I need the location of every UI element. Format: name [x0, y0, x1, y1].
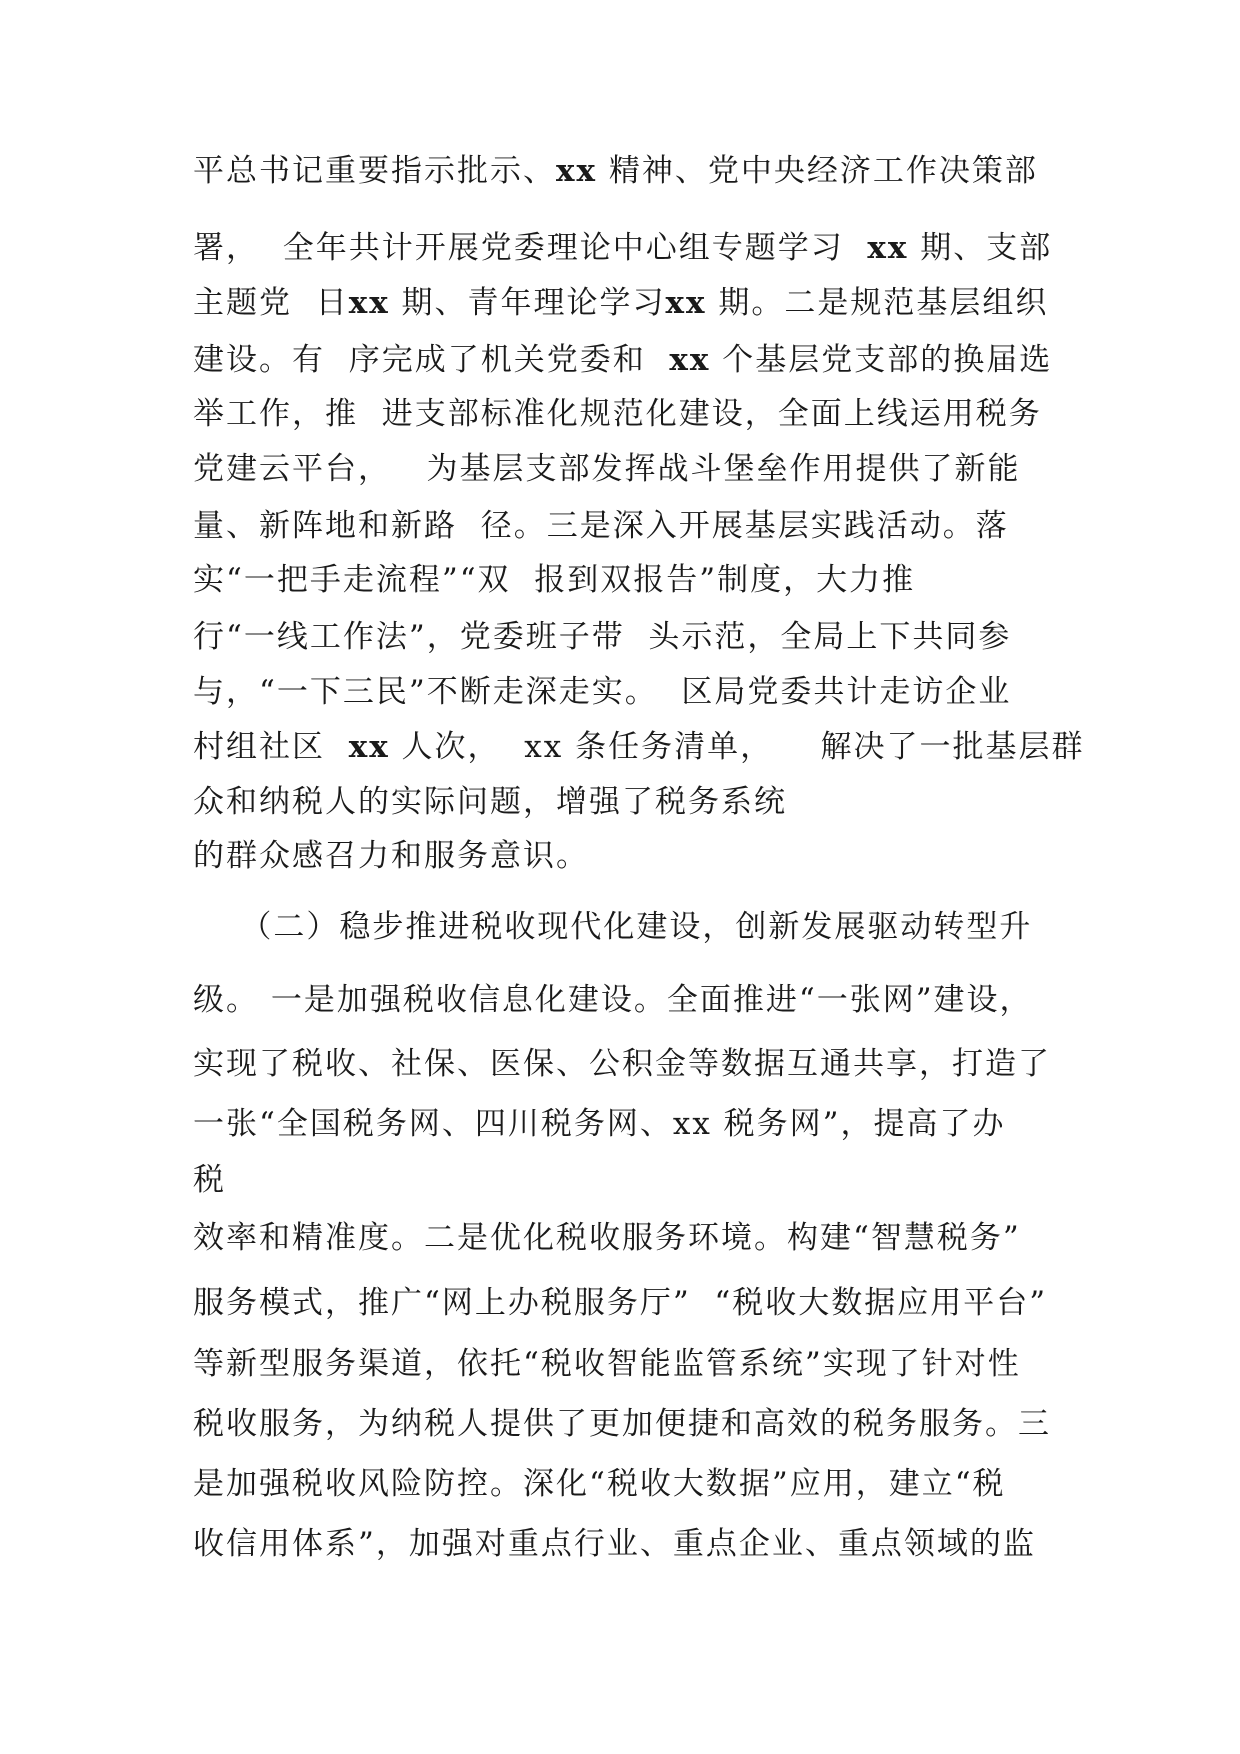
text-run: 收信用体系”，加强对重点行业、重点企业、重点领域的监: [193, 1526, 1036, 1562]
text-run: 税: [193, 1162, 226, 1198]
text-line: [193, 1218, 1021, 1258]
bold-text-run: xx: [348, 729, 390, 765]
text-line: [193, 340, 1052, 380]
text-run: 行“一线工作法”，党委班子带 头示范，全局上下共同参: [193, 619, 1012, 655]
text-run: 个基层党支部的换届选: [710, 342, 1053, 378]
text-line: [193, 907, 1032, 947]
text-run: 量、新阵地和新路 径。三是深入开展基层实践活动。落: [193, 508, 1009, 544]
text-line: [193, 283, 1048, 323]
text-run: 的群众感召力和服务意识。: [193, 838, 589, 874]
text-line: [193, 1283, 1047, 1323]
text-run: 平总书记重要指示批示、: [193, 153, 556, 189]
text-line: [193, 836, 589, 876]
text-run: 等新型服务渠道，依托“税收智能监管系统”实现了针对性: [193, 1346, 1021, 1382]
text-run: 主题党 日: [193, 285, 349, 321]
text-run: 期、青年理论学习: [389, 285, 666, 321]
text-line: [193, 1160, 226, 1200]
text-line: [193, 727, 1084, 767]
text-run: 是加强税收风险防控。深化“税收大数据”应用，建立“税: [193, 1466, 1006, 1502]
text-run: 人次， xx 条任务清单， 解决了一批基层群: [389, 729, 1085, 765]
text-run: 税收服务，为纳税人提供了更加便捷和高效的税务服务。三: [193, 1406, 1051, 1442]
text-line: [193, 1104, 1006, 1144]
text-run: 举工作，推 进支部标准化规范化建设，全面上线运用税务: [193, 396, 1042, 432]
text-line: [193, 672, 1011, 712]
text-run: 级。 一是加强税收信息化建设。全面推进“一张网”建设，: [193, 982, 1033, 1018]
text-run: 精神、党中央经济工作决策部: [596, 153, 1038, 189]
text-run: 党建云平台， 为基层支部发挥战斗堡垒作用提供了新能: [193, 451, 1021, 487]
text-run: （二）稳步推进税收现代化建设，创新发展驱动转型升: [193, 909, 1033, 945]
text-line: [193, 1464, 1006, 1504]
text-run: 建设。有 序完成了机关党委和: [193, 342, 670, 378]
text-line: [193, 394, 1042, 434]
text-run: 效率和精准度。二是优化税收服务环境。构建“智慧税务”: [193, 1220, 1021, 1256]
text-run: 期、支部: [908, 230, 1053, 266]
text-line: [193, 1344, 1021, 1384]
text-line: [193, 560, 915, 600]
text-line: [193, 506, 1009, 546]
text-run: 署， 全年共计开展党委理论中心组专题学习: [193, 230, 868, 266]
bold-text-run: xx: [867, 230, 909, 266]
text-run: 村组社区: [193, 729, 349, 765]
text-line: [193, 228, 1052, 268]
text-line: [193, 617, 1011, 657]
text-run: 期。二是规范基层组织: [706, 285, 1049, 321]
text-run: 一张“全国税务网、四川税务网、xx 税务网”，提高了办: [193, 1106, 1006, 1142]
text-line: [193, 1524, 1036, 1564]
text-line: [193, 782, 787, 822]
text-line: [193, 1404, 1051, 1444]
text-run: 众和纳税人的实际问题，增强了税务系统: [193, 784, 787, 820]
text-line: [193, 980, 1033, 1020]
bold-text-run: xx: [665, 285, 707, 321]
text-line: [193, 1044, 1051, 1084]
text-run: 实现了税收、社保、医保、公积金等数据互通共享，打造了: [193, 1046, 1051, 1082]
bold-text-run: xx: [669, 342, 711, 378]
text-run: 服务模式，推广“网上办税服务厅” “税收大数据应用平台”: [193, 1285, 1048, 1321]
bold-text-run: xx: [556, 153, 597, 189]
bold-text-run: xx: [348, 285, 390, 321]
text-run: 实“一把手走流程”“双 报到双报告”制度，大力推: [193, 562, 916, 598]
text-run: 与，“一下三民”不断走深走实。 区局党委共计走访企业: [193, 674, 1012, 710]
text-line: [193, 151, 1038, 191]
text-line: [193, 449, 1021, 489]
